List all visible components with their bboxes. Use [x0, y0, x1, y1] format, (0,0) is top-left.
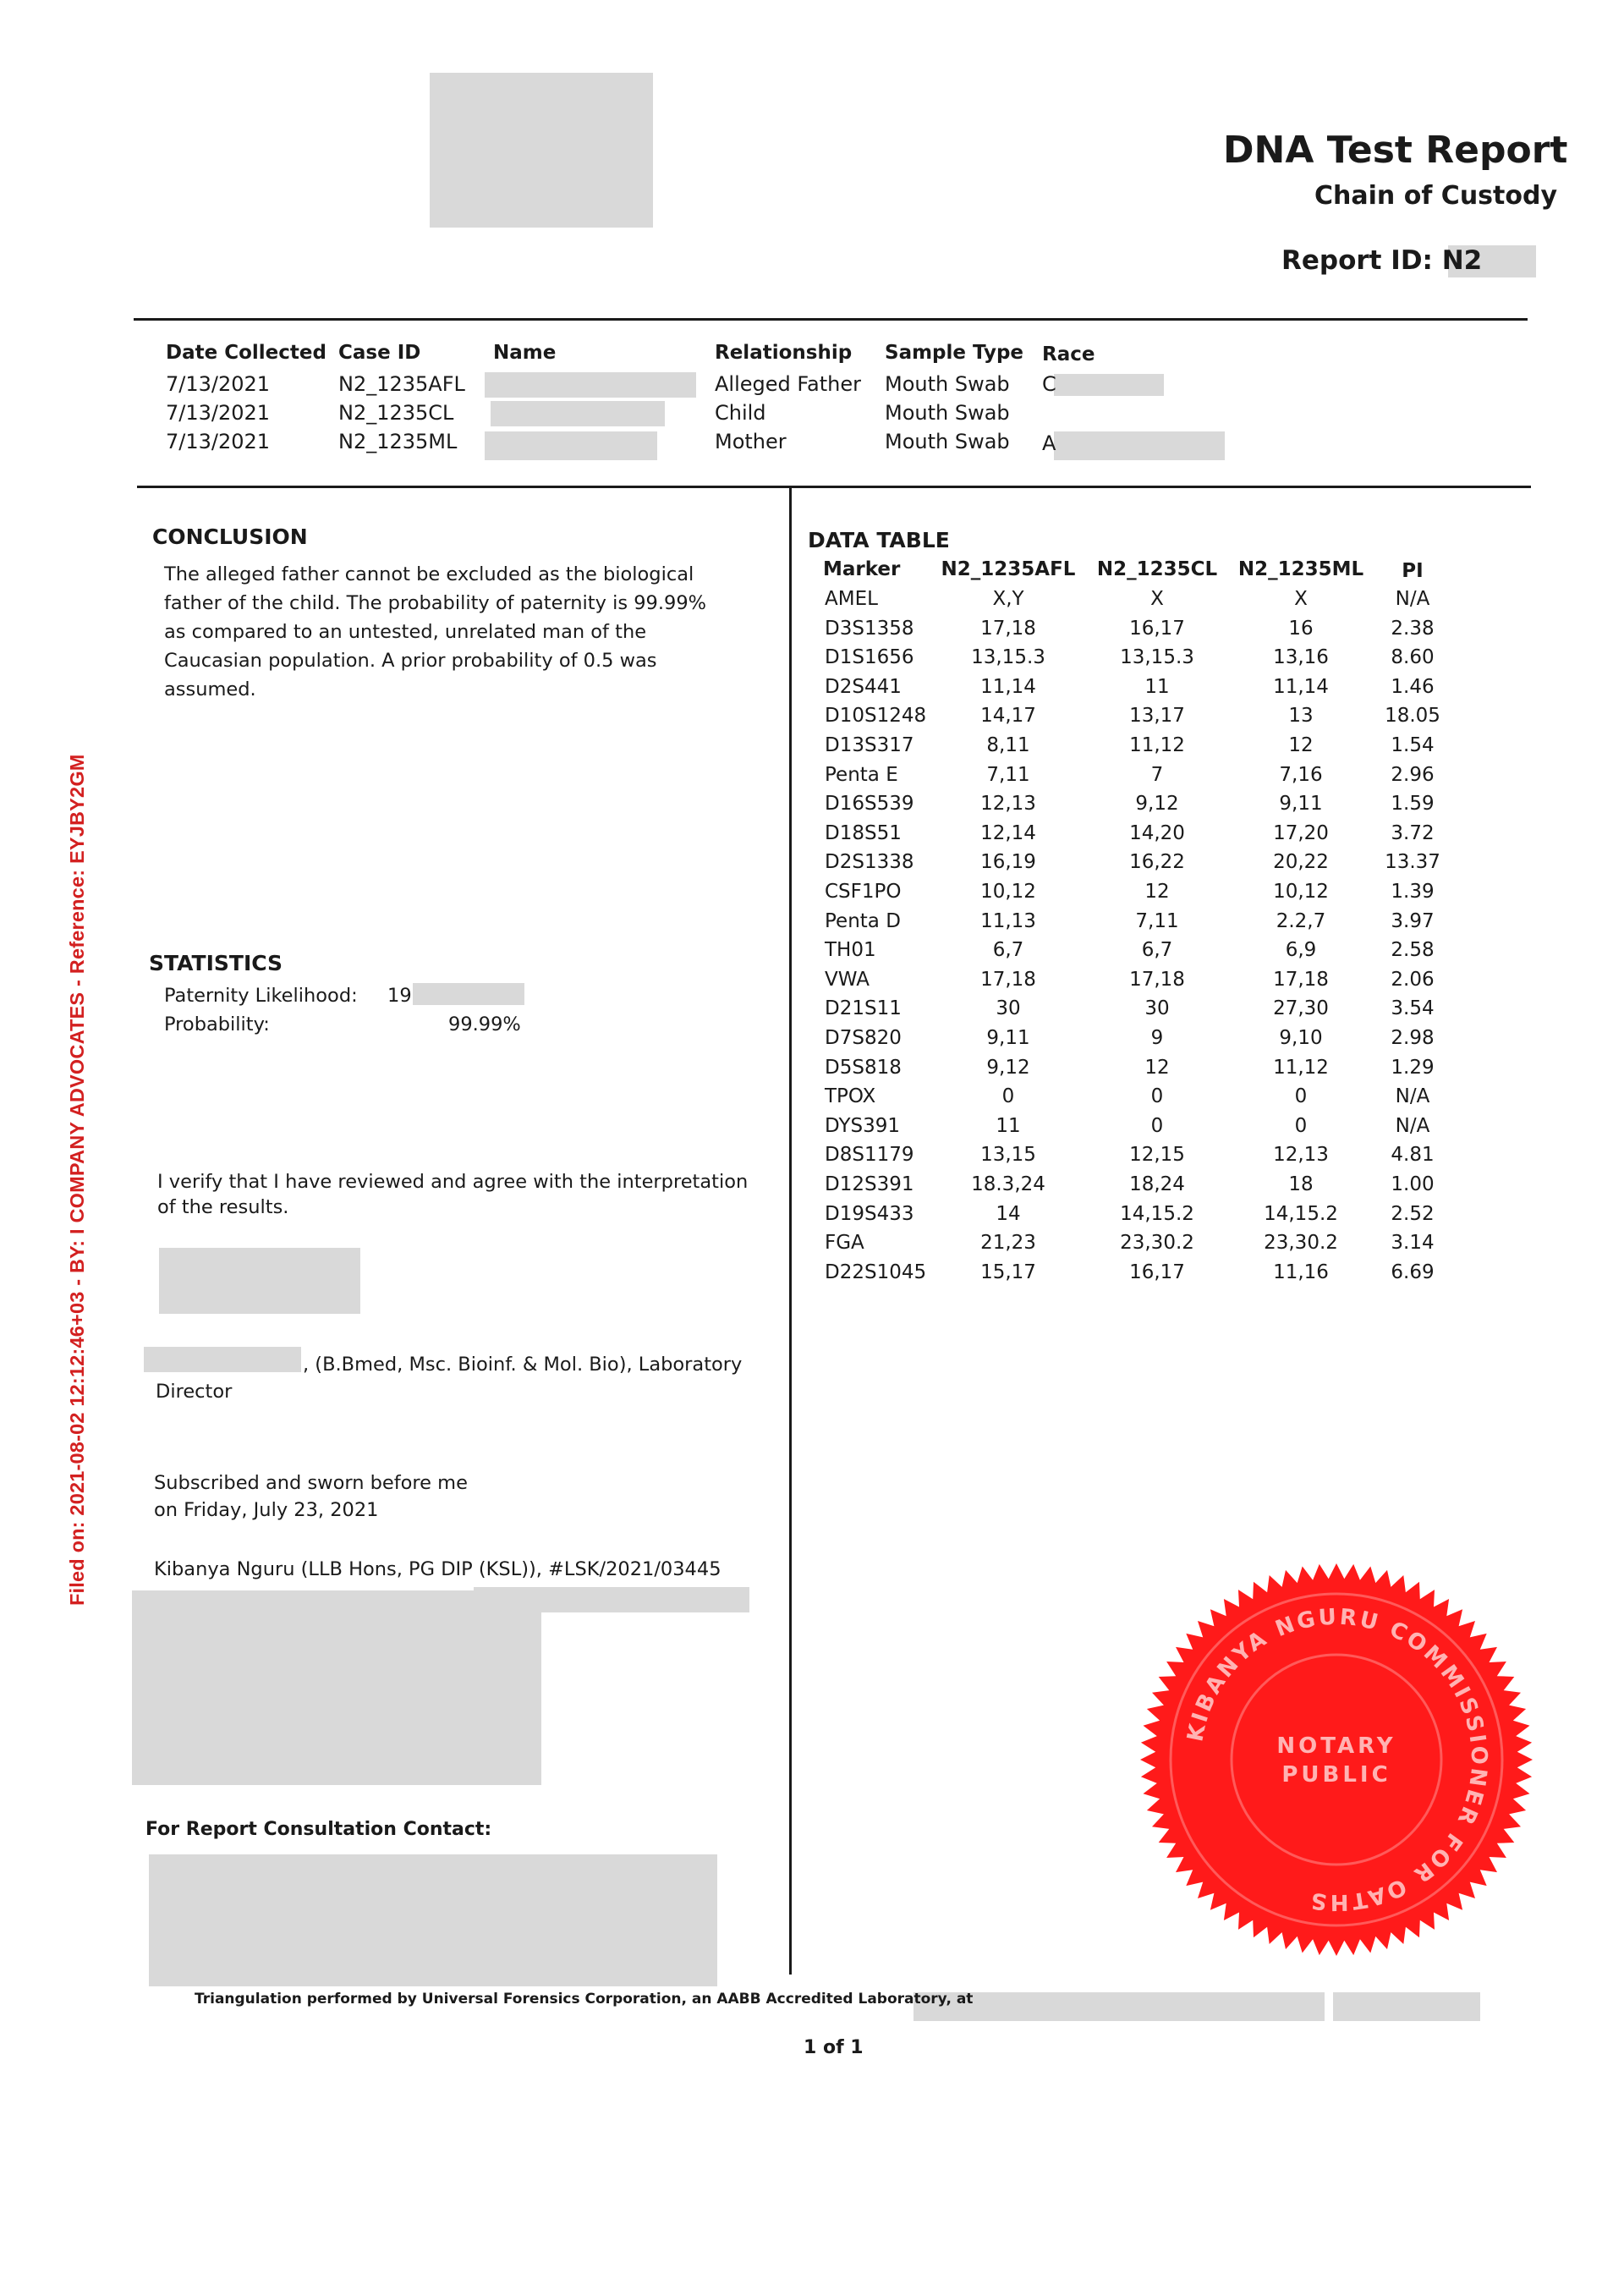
dt-col-afl: N2_1235AFL [941, 558, 1076, 580]
pi-value: 6.69 [1391, 1261, 1435, 1283]
filing-stamp: Filed on: 2021-08-02 12:12:46+03 - BY: I COMPANY ADVOCATES - Reference: EYJBY2GM [66, 754, 88, 1606]
marker-name: Penta D [825, 909, 901, 932]
allele-value: 11 [1144, 675, 1170, 698]
allele-value: 30 [1144, 997, 1170, 1020]
pi-value: N/A [1395, 588, 1430, 610]
allele-value: 7,11 [986, 763, 1030, 786]
footer-text: Triangulation performed by Universal Forensics Corporation, an AABB Accredited Laboratory, at [195, 1991, 974, 2008]
dt-col-ml: N2_1235ML [1237, 558, 1364, 580]
allele-value: 13,17 [1129, 705, 1185, 728]
conclusion-heading: CONCLUSION [152, 525, 308, 549]
allele-value: 11,12 [1129, 734, 1185, 756]
allele-value: 13 [1288, 705, 1314, 728]
pi-value: N/A [1395, 1085, 1430, 1108]
redacted-lab-address-2 [1333, 1992, 1480, 2021]
allele-value: 14,15.2 [1264, 1202, 1338, 1225]
pi-value: 3.97 [1391, 909, 1435, 932]
marker-name: FGA [825, 1232, 864, 1255]
sample-type: Mouth Swab [885, 430, 1010, 453]
pi-value: 2.52 [1391, 1202, 1435, 1225]
verification-text [157, 1167, 783, 1222]
allele-value: 11,13 [980, 909, 1036, 932]
pi-value: 2.96 [1391, 763, 1435, 786]
redacted-name-2 [491, 401, 665, 426]
sample-relationship: Child [715, 401, 766, 425]
pi-value: 1.29 [1391, 1056, 1435, 1079]
sample-date: 7/13/2021 [166, 430, 271, 453]
allele-value: 16,22 [1129, 851, 1185, 874]
sample-case-id: N2_1235CL [338, 401, 454, 425]
col-date-collected: Date Collected [166, 342, 326, 364]
marker-name: D16S539 [825, 793, 914, 816]
conclusion-line: assumed. [164, 678, 256, 700]
allele-value: 16 [1288, 617, 1314, 640]
contact-heading: For Report Consultation Contact: [145, 1819, 492, 1840]
allele-value: 18.3,24 [971, 1173, 1045, 1195]
pi-value: 1.59 [1391, 793, 1435, 816]
allele-value: 9,11 [1279, 793, 1323, 816]
seal-outer-text: KIBANYA NGURU COMMISSIONER FOR OATHS [1182, 1604, 1492, 1915]
marker-name: D18S51 [825, 821, 902, 844]
allele-value: 11,12 [1273, 1056, 1329, 1079]
allele-value: 0 [1150, 1114, 1164, 1137]
conclusion-line: father of the child. The probability of paternity is 99.99% [164, 592, 707, 614]
allele-value: 21,23 [980, 1232, 1036, 1255]
marker-name: D7S820 [825, 1027, 902, 1049]
mid-divider [137, 486, 1531, 488]
allele-value: 14,20 [1129, 821, 1185, 844]
col-race: Race [1042, 343, 1095, 365]
sample-race: C [1042, 372, 1056, 396]
page-number: 1 of 1 [804, 2037, 864, 2058]
redacted-likelihood [413, 983, 524, 1005]
sample-type: Mouth Swab [885, 372, 1010, 396]
allele-value: 11 [996, 1114, 1021, 1137]
signatory-credentials: , (B.Bmed, Msc. Bioinf. & Mol. Bio), Laboratory [303, 1354, 743, 1376]
allele-value: 0 [1001, 1085, 1015, 1108]
seal-inner-line-2: PUBLIC [1281, 1762, 1391, 1788]
pi-value: 3.72 [1391, 821, 1435, 844]
pi-value: 1.46 [1391, 675, 1435, 698]
allele-value: 2.2,7 [1276, 909, 1326, 932]
col-sample-type: Sample Type [885, 342, 1024, 364]
redacted-name-3 [485, 431, 657, 460]
pi-value: 4.81 [1391, 1144, 1435, 1167]
pi-value: 1.54 [1391, 734, 1435, 756]
sample-type: Mouth Swab [885, 401, 1010, 425]
conclusion-text [164, 560, 773, 704]
allele-value: 7,11 [1135, 909, 1179, 932]
allele-value: 7 [1150, 763, 1164, 786]
redacted-signatory-name [144, 1347, 301, 1372]
allele-value: 11,16 [1273, 1261, 1329, 1283]
marker-name: D19S433 [825, 1202, 914, 1225]
likelihood-label: Paternity Likelihood: [164, 985, 358, 1007]
sworn-date: on Friday, July 23, 2021 [154, 1499, 379, 1521]
allele-value: 23,30.2 [1120, 1232, 1194, 1255]
marker-name: D3S1358 [825, 617, 914, 640]
conclusion-line: The alleged father cannot be excluded as the biological [164, 563, 694, 585]
allele-value: 7,16 [1279, 763, 1323, 786]
sample-case-id: N2_1235ML [338, 430, 458, 453]
pi-value: 2.98 [1391, 1027, 1435, 1049]
allele-value: 30 [996, 997, 1021, 1020]
allele-value: 14,17 [980, 705, 1036, 728]
col-case-id: Case ID [338, 342, 421, 364]
col-relationship: Relationship [715, 342, 853, 364]
allele-value: 14,15.2 [1120, 1202, 1194, 1225]
allele-value: 12,14 [980, 821, 1036, 844]
redacted-commissioner-block [132, 1590, 541, 1785]
allele-value: 17,18 [980, 617, 1036, 640]
verification-line: of the results. [157, 1196, 289, 1218]
allele-value: 15,17 [980, 1261, 1036, 1283]
marker-name: D2S1338 [825, 851, 914, 874]
allele-value: 12,13 [980, 793, 1036, 816]
marker-name: DYS391 [825, 1114, 901, 1137]
allele-value: 16,19 [980, 851, 1036, 874]
allele-value: 11,14 [1273, 675, 1329, 698]
pi-value: 2.06 [1391, 968, 1435, 991]
data-table-heading: DATA TABLE [808, 528, 950, 552]
marker-name: D10S1248 [825, 705, 927, 728]
allele-value: 6,9 [1285, 939, 1317, 962]
allele-value: X [1294, 588, 1308, 610]
allele-value: 0 [1294, 1114, 1308, 1137]
allele-value: X,Y [992, 588, 1024, 610]
pi-value: 8.60 [1391, 646, 1435, 669]
conclusion-line: Caucasian population. A prior probability of 0.5 was [164, 650, 657, 672]
marker-name: D22S1045 [825, 1261, 927, 1283]
allele-value: 9,10 [1279, 1027, 1323, 1049]
allele-value: 17,18 [1129, 968, 1185, 991]
redacted-race-1 [1054, 374, 1164, 396]
pi-value: 3.54 [1391, 997, 1435, 1020]
sample-case-id: N2_1235AFL [338, 372, 465, 396]
allele-value: 12 [1144, 1056, 1170, 1079]
probability-label: Probability: [164, 1013, 270, 1035]
marker-name: Penta E [825, 763, 898, 786]
allele-value: 27,30 [1273, 997, 1329, 1020]
allele-value: 0 [1294, 1085, 1308, 1108]
marker-name: D12S391 [825, 1173, 914, 1195]
pi-value: 3.14 [1391, 1232, 1435, 1255]
pi-value: 2.58 [1391, 939, 1435, 962]
statistics-heading: STATISTICS [149, 951, 283, 975]
column-divider [789, 486, 792, 1975]
marker-name: D1S1656 [825, 646, 914, 669]
allele-value: 9,12 [986, 1056, 1030, 1079]
redacted-race-3 [1054, 431, 1225, 460]
sample-race: A [1042, 431, 1056, 455]
marker-name: CSF1PO [825, 881, 902, 903]
allele-value: 0 [1150, 1085, 1164, 1108]
probability-value: 99.99% [448, 1013, 521, 1035]
marker-name: AMEL [825, 588, 878, 610]
allele-value: 14 [996, 1202, 1021, 1225]
signatory-title: Director [156, 1381, 233, 1403]
marker-name: D8S1179 [825, 1144, 914, 1167]
allele-value: 10,12 [1273, 881, 1329, 903]
allele-value: 17,18 [1273, 968, 1329, 991]
allele-value: 16,17 [1129, 617, 1185, 640]
sample-relationship: Mother [715, 430, 787, 453]
dt-col-marker: Marker [823, 558, 901, 580]
pi-value: 1.39 [1391, 881, 1435, 903]
report-id: Report ID: N2 [1281, 245, 1483, 276]
allele-value: 9,11 [986, 1027, 1030, 1049]
allele-value: 17,20 [1273, 821, 1329, 844]
report-title: DNA Test Report [1223, 129, 1568, 172]
sample-relationship: Alleged Father [715, 372, 861, 396]
allele-value: 13,15 [980, 1144, 1036, 1167]
marker-name: D5S818 [825, 1056, 902, 1079]
allele-value: 6,7 [1141, 939, 1173, 962]
allele-value: 18,24 [1129, 1173, 1185, 1195]
allele-value: 10,12 [980, 881, 1036, 903]
allele-value: 20,22 [1273, 851, 1329, 874]
sample-date: 7/13/2021 [166, 372, 271, 396]
conclusion-line: as compared to an untested, unrelated man of the [164, 621, 647, 643]
pi-value: 13.37 [1385, 851, 1440, 874]
marker-name: TPOX [825, 1085, 876, 1108]
allele-value: 9 [1150, 1027, 1164, 1049]
marker-name: D2S441 [825, 675, 902, 698]
redacted-name-1 [485, 372, 696, 398]
allele-value: X [1150, 588, 1164, 610]
allele-value: 12 [1144, 881, 1170, 903]
pi-value: 18.05 [1385, 705, 1440, 728]
sworn-line-1: Subscribed and sworn before me [154, 1472, 468, 1494]
likelihood-value: 19 [387, 985, 412, 1007]
commissioner-name: Kibanya Nguru (LLB Hons, PG DIP (KSL)), #LSK/2021/03445 [154, 1558, 721, 1580]
allele-value: 13,16 [1273, 646, 1329, 669]
allele-value: 12 [1288, 734, 1314, 756]
pi-value: 1.00 [1391, 1173, 1435, 1195]
allele-value: 18 [1288, 1173, 1314, 1195]
verification-line: I verify that I have reviewed and agree with the interpretation [157, 1171, 749, 1193]
allele-value: 9,12 [1135, 793, 1179, 816]
redacted-lab-address-1 [914, 1992, 1325, 2021]
allele-value: 23,30.2 [1264, 1232, 1338, 1255]
report-subtitle: Chain of Custody [1314, 181, 1558, 211]
marker-name: VWA [825, 968, 870, 991]
allele-value: 12,13 [1273, 1144, 1329, 1167]
redacted-contact-details [149, 1854, 717, 1986]
top-divider [134, 318, 1528, 321]
marker-name: TH01 [825, 939, 876, 962]
seal-inner-line-1: NOTARY [1276, 1733, 1396, 1759]
dt-col-cl: N2_1235CL [1096, 558, 1218, 580]
allele-value: 13,15.3 [1120, 646, 1194, 669]
allele-value: 6,7 [992, 939, 1024, 962]
allele-value: 13,15.3 [971, 646, 1045, 669]
allele-value: 8,11 [986, 734, 1030, 756]
dt-col-pi: PI [1402, 560, 1424, 582]
allele-value: 11,14 [980, 675, 1036, 698]
marker-name: D21S11 [825, 997, 902, 1020]
redacted-signature [159, 1248, 360, 1314]
marker-name: D13S317 [825, 734, 914, 756]
pi-value: 2.38 [1391, 617, 1435, 640]
sample-date: 7/13/2021 [166, 401, 271, 425]
col-name: Name [493, 342, 557, 364]
notary-seal [1133, 1557, 1539, 1963]
redacted-logo [430, 73, 653, 228]
pi-value: N/A [1395, 1114, 1430, 1137]
allele-value: 16,17 [1129, 1261, 1185, 1283]
allele-value: 17,18 [980, 968, 1036, 991]
allele-value: 12,15 [1129, 1144, 1185, 1167]
